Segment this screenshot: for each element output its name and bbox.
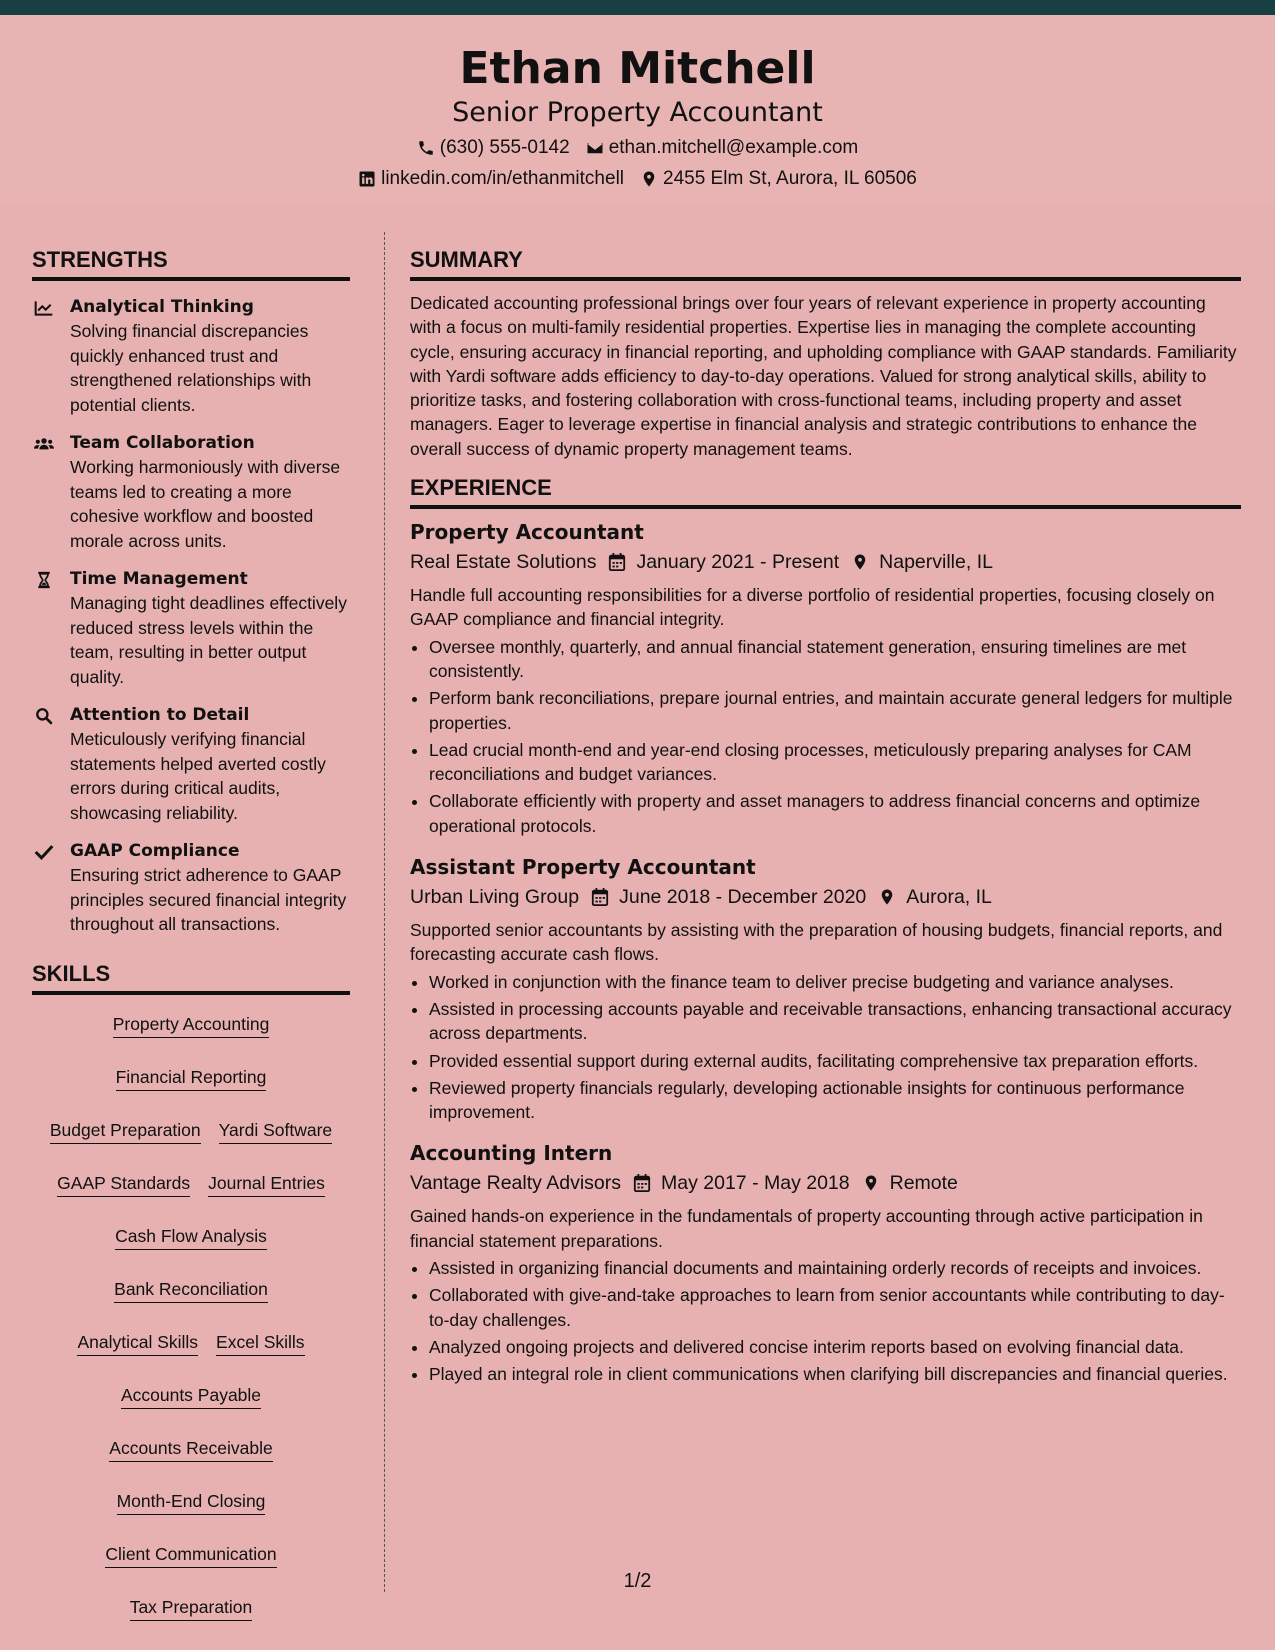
skill-tag: Tax Preparation [130,1596,253,1621]
strength-item [32,567,350,689]
resume-header [0,15,1275,203]
calendar-icon [608,552,626,572]
job-bullet: • Provided essential support during external audits, facilitating comprehensive tax preparation efforts. [429,1049,1241,1073]
job-desc: Gained hands-on experience in the fundamentals of property accounting through active participation in financial statement preparations. [410,1206,1203,1251]
job-location [862,1170,958,1196]
job-bullet: • Oversee monthly, quarterly, and annual financial statement generation, ensuring timelines are met consistently. [429,635,1241,684]
job-entry [410,854,1241,1124]
job-location [851,549,993,575]
job-bullet: • Worked in conjunction with the finance team to deliver precise budgeting and variance analyses. [429,970,1241,994]
job-bullets [410,1256,1241,1386]
map-pin-icon [862,1173,880,1193]
job-bullet: • Perform bank reconciliations, prepare journal entries, and maintain accurate general ledgers for multiple properties. [429,686,1241,735]
experience-heading: EXPERIENCE [410,475,1241,509]
skill-tag: Cash Flow Analysis [115,1225,267,1250]
strength-desc: Ensuring strict adherence to GAAP principles secured financial integrity throughout all transactions. [70,865,347,934]
users-icon [32,431,56,553]
job-title: Accounting Intern [410,1141,613,1166]
job-entry [410,519,1241,838]
strength-title: GAAP Compliance [70,841,240,861]
calendar-icon [591,887,609,907]
search-icon [32,703,56,825]
summary-text: Dedicated accounting professional brings over four years of relevant experience in property accounting with a focus on multi-family residential properties. Expertise lies in managing the complete accounting cycle, ensuring accuracy in financial reporting, and upholding compliance with GAAP standards. Familiarity with Yardi software adds efficiency to day-to-day operations. Valued for strong analytical skills, ability to prioritize tasks, and fostering collaboration with cross-functional teams, including property and asset managers. Eager to leverage expertise in financial analysis and strategic contributions to enhance the overall success of dynamic property management teams. [410,293,1237,459]
skills-list [32,1013,350,1621]
job-bullets [410,970,1241,1125]
job-meta [410,884,1241,910]
column-divider [384,232,385,1592]
candidate-title: Senior Property Accountant [452,97,823,128]
skill-tag: Property Accounting [113,1013,270,1038]
top-bar [0,0,1275,15]
job-dates-text: June 2018 - December 2020 [619,886,867,909]
job-dates [633,1170,850,1196]
job-entry [410,1140,1241,1386]
job-bullet: • Played an integral role in client communications when clarifying bill discrepancies and financial queries. [429,1362,1241,1386]
strength-desc: Solving financial discrepancies quickly enhanced trust and strengthened relationships with potential clients. [70,321,312,415]
job-bullet: • Reviewed property financials regularly, developing actionable insights for continuous performance improvement. [429,1076,1241,1125]
job-location-text: Aurora, IL [906,886,992,909]
strength-item [32,431,350,553]
skill-tag: Excel Skills [216,1331,305,1356]
job-title: Assistant Property Accountant [410,855,756,880]
strength-title: Team Collaboration [70,433,255,453]
skill-tag: Bank Reconciliation [114,1278,268,1303]
job-bullet: • Lead crucial month-end and year-end closing processes, meticulously preparing analyses for CAM reconciliations and budget variances. [429,738,1241,787]
email-contact[interactable] [586,136,859,160]
strength-item [32,703,350,825]
map-pin-icon [851,552,869,572]
strength-desc: Working harmoniously with diverse teams led to creating a more cohesive workflow and boosted morale across units. [70,457,341,551]
strength-title: Attention to Detail [70,705,250,725]
strength-title: Time Management [70,569,248,589]
job-location [878,884,992,910]
linkedin-icon [358,170,376,188]
skill-tag: Journal Entries [208,1172,325,1197]
job-title: Property Accountant [410,520,644,545]
skills-heading: SKILLS [32,961,350,995]
hourglass-icon [32,567,56,689]
skill-tag: Yardi Software [219,1119,332,1144]
left-column [32,247,350,1621]
job-bullets [410,635,1241,838]
email-text: ethan.mitchell@example.com [608,137,859,158]
job-dates-text: January 2021 - Present [636,551,840,574]
job-dates [591,884,866,910]
job-company: Urban Living Group [410,886,580,909]
job-desc: Supported senior accountants by assisting with the preparation of housing budgets, financial reports, and forecasting accurate cash flows. [410,920,1223,965]
skill-tag: Budget Preparation [50,1119,201,1144]
check-icon [32,839,56,937]
job-bullet: • Collaborate efficiently with property and asset managers to address financial concerns and optimize operational protocols. [429,789,1241,838]
page-number: 1/2 [623,1570,652,1592]
map-pin-icon [878,887,896,907]
job-bullet: • Assisted in organizing financial documents and maintaining orderly records of receipts and invoices. [429,1256,1241,1280]
job-desc: Handle full accounting responsibilities for a diverse portfolio of residential properties, focusing closely on GAAP compliance and financial integrity. [410,585,1215,630]
skill-tag: GAAP Standards [57,1172,190,1197]
candidate-name: Ethan Mitchell [459,43,816,94]
skill-tag: Month-End Closing [117,1490,266,1515]
job-bullet: • Assisted in processing accounts payable and receivable transactions, enhancing transactional accuracy across departments. [429,997,1241,1046]
address-text: 2455 Elm St, Aurora, IL 60506 [663,168,917,189]
strength-desc: Managing tight deadlines effectively reduced stress levels within the team, resulting in better output quality. [70,593,347,687]
job-bullet: • Analyzed ongoing projects and delivered concise interim reports based on evolving financial data. [429,1335,1241,1359]
strength-title: Analytical Thinking [70,297,254,317]
job-meta [410,1170,1241,1196]
strength-item [32,839,350,937]
skill-tag: Accounts Payable [121,1384,261,1409]
job-dates-text: May 2017 - May 2018 [661,1172,850,1195]
envelope-icon [586,139,604,157]
map-pin-icon [640,170,658,188]
calendar-icon [633,1173,651,1193]
skill-tag: Analytical Skills [77,1331,198,1356]
right-column [410,247,1241,1403]
address-contact [640,167,917,191]
contact-line-1 [0,136,1275,160]
skill-tag: Accounts Receivable [109,1437,272,1462]
job-bullet: • Collaborated with give-and-take approaches to learn from senior accountants while contributing to day-to-day challenges. [429,1283,1241,1332]
strength-desc: Meticulously verifying financial statements helped averted costly errors during critical audits, showcasing reliability. [70,729,326,823]
job-location-text: Naperville, IL [879,551,993,574]
skill-tag: Financial Reporting [116,1066,267,1091]
job-company: Real Estate Solutions [410,551,597,574]
job-dates [608,549,839,575]
phone-icon [417,139,435,157]
strengths-heading: STRENGTHS [32,247,350,281]
strength-item [32,295,350,417]
linkedin-contact[interactable] [358,167,624,191]
summary-heading: SUMMARY [410,247,1241,281]
chart-line-icon [32,295,56,417]
skill-tag: Client Communication [105,1543,276,1568]
job-location-text: Remote [889,1172,958,1195]
job-company: Vantage Realty Advisors [410,1172,622,1195]
phone-text: (630) 555-0142 [439,137,570,158]
phone-contact[interactable] [417,136,570,160]
job-meta [410,549,1241,575]
linkedin-text: linkedin.com/in/ethanmitchell [381,168,625,189]
contact-line-2 [0,167,1275,191]
